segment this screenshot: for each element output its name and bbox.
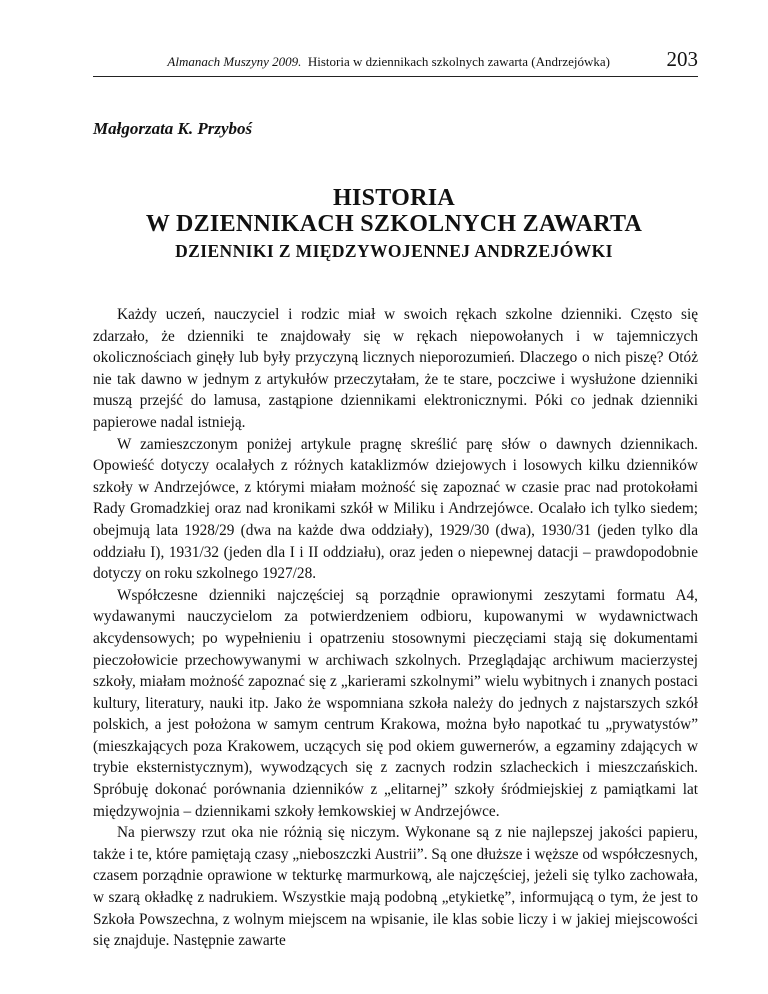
paragraph-4: Na pierwszy rzut oka nie różnią się niczym. Wykonane są z nie najlepszej jakości papieru, także i te, które pamiętają czasy „nieboszczki Austrii”. Są one dłuższe i węższe od współczesnych, czasem porządnie oprawione w tekturkę marmurkową, ale najczęściej, jeżeli się tylko zachowała, w szarą okładkę z nadrukiem. Wszystkie mają podobną „etykietkę”, informującą o tym, że jest to Szkoła Powszechna, z wolnym miejscem na wpisanie, ile klas sobie liczy i w jakiej miejscowości się znajduje. Następnie zawarte: [93, 824, 698, 950]
paragraph-2: W zamieszczonym poniżej artykule pragnę skreślić parę słów o dawnych dziennikach. Opowieść dotyczy ocalałych z różnych kataklizmów dziejowych i losowych kilku dzienników szkoły w Andrzejówce, z którymi miałam możność się zapoznać w czasie prac nad protokołami Rady Gromadzkiej oraz nad kronikami szkół w Miliku i Andrzejówce. Ocalało ich tylko siedem; obejmują lata 1928/29 (dwa na każde dwa oddziały), 1929/30 (dwa), 1930/31 (jeden tylko dla oddziału I), 1931/32 (jeden dla I i II oddziału), oraz jeden o niepewnej datacji – prawdopodobnie dotyczy on roku szkolnego 1927/28.: [93, 435, 698, 583]
journal-name: Almanach Muszyny 2009.: [167, 54, 302, 69]
running-header: [93, 42, 698, 77]
paragraph-1: Każdy uczeń, nauczyciel i rodzic miał w swoich rękach szkolne dzienniki. Często się zdarzało, że dzienniki te znajdowały się w rękach niepowołanych i w tajemniczych okolicznościach ginęły lub były przyczyną licznych nieporozumień. Dlaczego o nich piszę? Otóż nie tak dawno w jednym z artykułów przeczytałam, że te stare, poczciwe i wysłużone dzienniki muszą przejść do lamusa, zastąpione dziennikami elektronicznymi. Póki co jednak dzienniki papierowe nadal istnieją.: [93, 306, 698, 431]
page-number: 203: [666, 47, 698, 71]
running-title: [167, 54, 610, 70]
article-body: [93, 304, 698, 952]
article-title-line-2: W DZIENNIKACH SZKOLNYCH ZAWARTA: [145, 211, 643, 237]
paragraph-3: Współczesne dzienniki najczęściej są porządnie oprawionymi zeszytami formatu A4, wydawanymi nauczycielom za potwierdzeniem odbioru, kupowanymi w wydawnictwach akcydensowych; po wypełnieniu i opatrzeniu stosownymi pieczęciami stają się dokumentami pieczołowicie przechowywanymi w archiwach szkolnych. Przeglądając archiwum macierzystej szkoły, miałam możność zapoznać się z „karierami szkolnymi” wielu wybitnych i znanych postaci kultury, literatury, nauki itp. Jako że wspomniana szkoła należy do jednych z najstarszych szkół polskich, a jest położona w samym centrum Krakowa, można było napotkać tu „prywatystów” (mieszkających poza Krakowem, uczących się pod okiem guwernerów, a egzaminy zdających w trybie eksternistycznym), wywodzących się z zacnych rodzin szlacheckich i mieszczańskich. Spróbuję dokonać porównania dzienników z „elitarnej” szkoły śródmiejskiej z pamiątkami lat międzywojnia – dziennikami szkoły łemkowskiej w Andrzejówce.: [93, 586, 698, 820]
running-article-title: Historia w dziennikach szkolnych zawarta (Andrzejówka): [307, 54, 610, 69]
article-subtitle: DZIENNIKI Z MIĘDZYWOJENNEJ ANDRZEJÓWKI: [175, 241, 613, 261]
author-name: Małgorzata K. Przyboś: [93, 119, 253, 138]
article-title-line-1: HISTORIA: [332, 185, 455, 211]
